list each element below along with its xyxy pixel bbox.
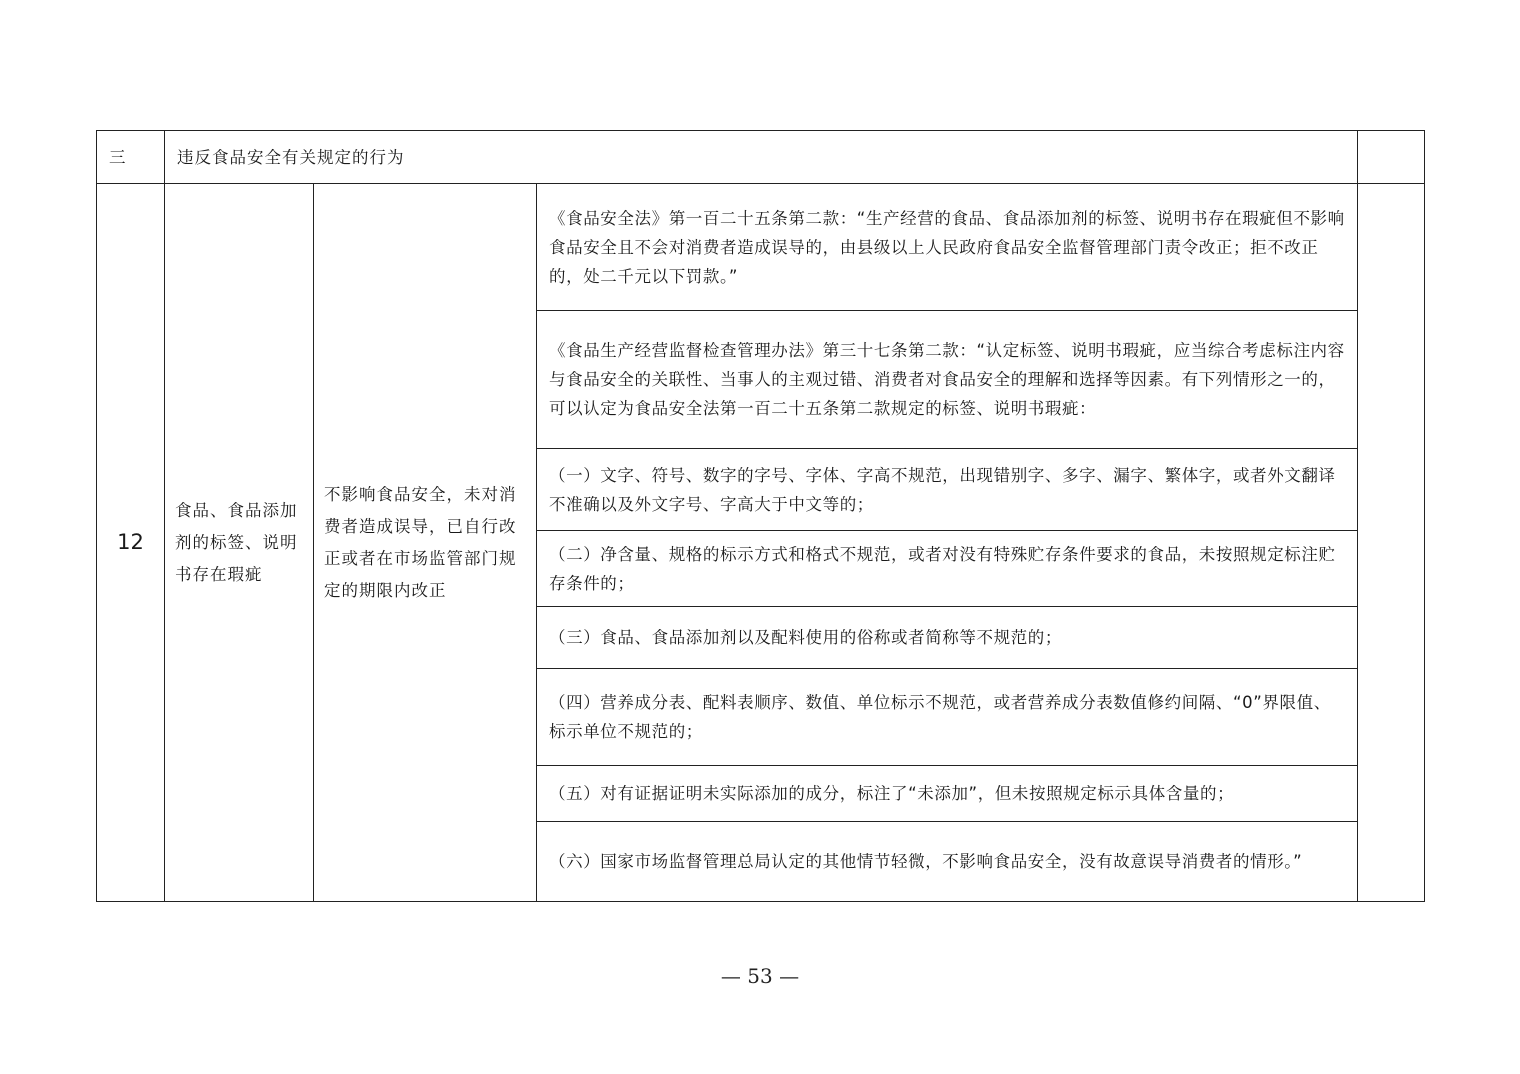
section-row xyxy=(97,131,1425,184)
regulation-table xyxy=(96,130,1425,902)
item-remark-cell xyxy=(1358,184,1425,902)
section-remark-cell xyxy=(1358,131,1425,184)
page-number: — 53 — xyxy=(720,964,800,988)
legal-basis-4: （二）净含量、规格的标示方式和格式不规范，或者对没有特殊贮存条件要求的食品，未按照规定标注贮存条件的； xyxy=(537,531,1358,607)
legal-basis-3: （一）文字、符号、数字的字号、字体、字高不规范，出现错别字、多字、漏字、繁体字，或者外文翻译不准确以及外文字号、字高大于中文等的； xyxy=(537,449,1358,531)
legal-basis-8: （六）国家市场监督管理总局认定的其他情节轻微，不影响食品安全，没有故意误导消费者的情形。” xyxy=(537,822,1358,902)
legal-basis-6: （四）营养成分表、配料表顺序、数值、单位标示不规范，或者营养成分表数值修约间隔、“0”界限值、标示单位不规范的； xyxy=(537,669,1358,766)
item-name: 食品、食品添加剂的标签、说明书存在瑕疵 xyxy=(165,184,314,902)
legal-basis-2: 《食品生产经营监督检查管理办法》第三十七条第二款：“认定标签、说明书瑕疵，应当综合考虑标注内容与食品安全的关联性、当事人的主观过错、消费者对食品安全的理解和选择等因素。有下列情形之一的，可以认定为食品安全法第一百二十五条第二款规定的标签、说明书瑕疵： xyxy=(537,311,1358,449)
item-number: 12 xyxy=(97,184,165,902)
item-condition: 不影响食品安全，未对消费者造成误导，已自行改正或者在市场监管部门规定的期限内改正 xyxy=(314,184,537,902)
legal-basis-7: （五）对有证据证明未实际添加的成分，标注了“未添加”，但未按照规定标示具体含量的； xyxy=(537,766,1358,822)
section-title: 违反食品安全有关规定的行为 xyxy=(165,131,1358,184)
legal-basis-1: 《食品安全法》第一百二十五条第二款：“生产经营的食品、食品添加剂的标签、说明书存在瑕疵但不影响食品安全且不会对消费者造成误导的，由县级以上人民政府食品安全监督管理部门责令改正；拒不改正的，处二千元以下罚款。” xyxy=(537,184,1358,311)
legal-basis-5: （三）食品、食品添加剂以及配料使用的俗称或者简称等不规范的； xyxy=(537,607,1358,669)
item-row xyxy=(97,184,1425,311)
section-number: 三 xyxy=(97,131,165,184)
